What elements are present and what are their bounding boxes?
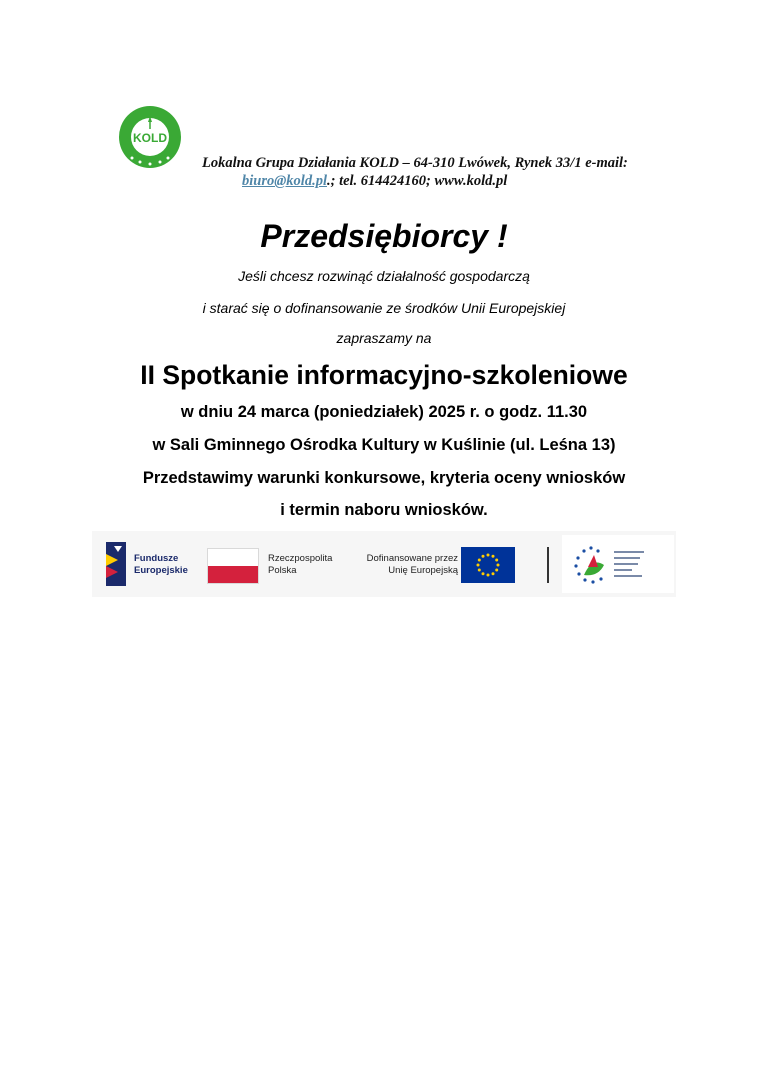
event-info-1: Przedstawimy warunki konkursowe, kryteria oceny wniosków [142,469,626,487]
rp-line-1: Rzeczpospolita [268,553,333,564]
intro-line-1: Jeśli chcesz rozwinąć działalność gospodarczą [238,268,530,284]
contact-line-1: Lokalna Grupa Działania KOLD – 64-310 Lwówek, Rynek 33/1 e-mail: [202,155,628,171]
fe-line-1: Fundusze [134,553,179,564]
intro-line-2: i starać się o dofinansowanie ze środków Unii Europejskiej [202,300,566,316]
contact-line-2 [242,173,507,190]
kold-logo [110,104,190,170]
eu-line-2: Unię Europejską [388,565,458,576]
event-date: w dniu 24 marca (poniedziałek) 2025 r. o godz. 11.30 [180,403,588,421]
event-headline: II Spotkanie informacyjno-szkoleniowe [140,360,628,390]
rural-development-logo [562,535,674,593]
polish-flag-icon [207,548,259,584]
svg-text:KOLD: KOLD [133,131,167,145]
email-link[interactable]: biuro@kold.pl [242,173,327,189]
eu-cofunded-label [354,553,458,577]
rp-line-2: Polska [268,565,297,576]
european-funds-icon [102,540,130,588]
event-info-2: i termin naboru wniosków. [280,501,488,519]
contact-phone-web: .; tel. 614424160; www.kold.pl [326,173,508,189]
eu-flag-icon [461,547,515,583]
page-title: Przedsiębiorcy ! [260,218,508,254]
european-funds-label [134,553,188,577]
intro-line-3: zapraszamy na [336,330,432,346]
logo-divider [547,547,549,583]
eu-line-1: Dofinansowane przez [366,553,458,564]
event-location: w Sali Gminnego Ośrodka Kultury w Kuślinie (ul. Leśna 13) [152,436,616,454]
funding-logos-bar [92,531,676,597]
fe-line-2: Europejskie [134,565,188,576]
republic-of-poland-label [268,553,332,577]
